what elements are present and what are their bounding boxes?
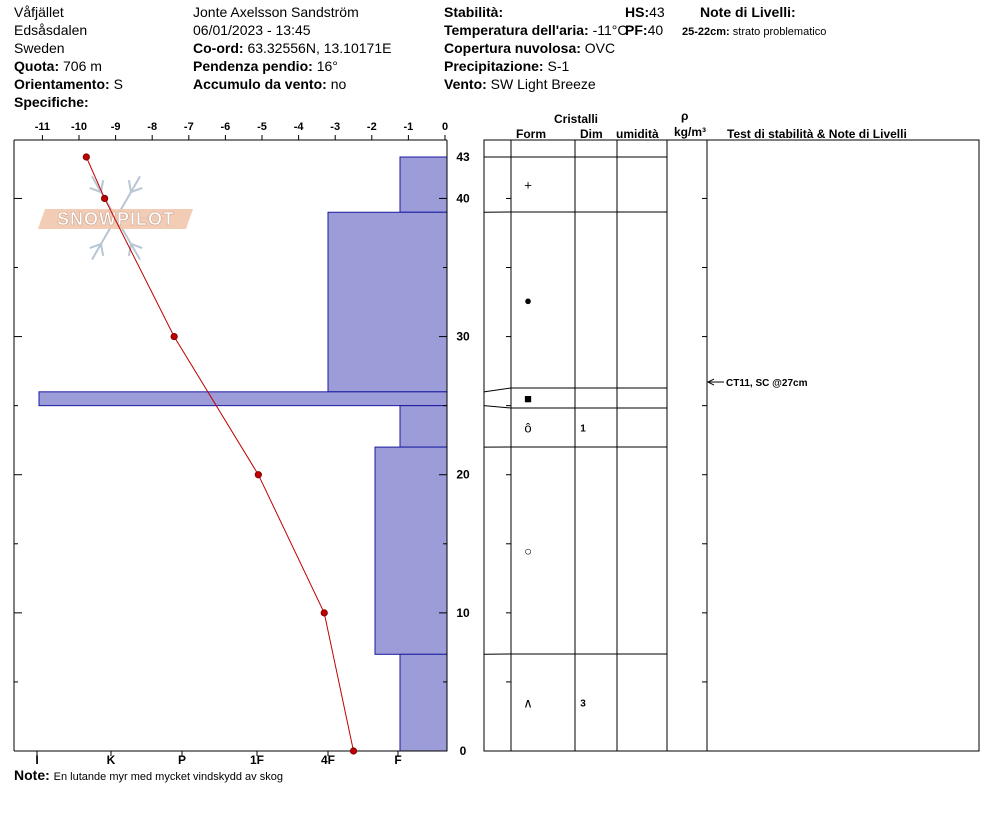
temp-tick-label: -3 <box>330 121 341 133</box>
vento-value: SW Light Breeze <box>490 76 596 92</box>
pf-value: 40 <box>647 22 664 38</box>
col-kgm3: kg/m³ <box>674 125 707 139</box>
col-umidita: umidità <box>616 127 659 141</box>
hardness-bar <box>375 447 447 654</box>
col-cristalli: Cristalli <box>554 112 599 126</box>
quota-label: Quota: <box>14 58 60 74</box>
temp-tick-label: -1 <box>403 121 414 133</box>
temp-tick-label: -7 <box>183 121 194 133</box>
temp-tick-label: -11 <box>34 121 51 133</box>
crystal-form: ● <box>524 293 532 308</box>
temp-tick-label: -2 <box>366 121 377 133</box>
note-livelli-depth: 25-22cm: <box>682 26 730 38</box>
temp-tick-label: -4 <box>293 121 304 133</box>
temp-tick-label: -5 <box>257 121 267 133</box>
hardness-tick-label: 4F <box>320 753 336 767</box>
layer-table-frame <box>484 140 979 751</box>
temperature-point <box>171 333 177 339</box>
temperature-line <box>86 157 353 751</box>
col-form: Form <box>516 127 546 141</box>
height-tick-label: 20 <box>456 467 470 482</box>
pendenza-value: 16° <box>316 58 338 74</box>
stabilita-label: Stabilità: <box>444 4 504 20</box>
stability-test-label: CT11, SC @27cm <box>726 378 808 390</box>
location: Våfjället <box>14 4 64 20</box>
note-text: En lutande myr med mycket vindskydd av skog <box>53 771 283 783</box>
col-dim: Dim <box>580 127 603 141</box>
hardness-tick-label: I <box>35 753 39 767</box>
observer: Jonte Axelsson Sandström <box>193 4 359 20</box>
hardness-tick-label: K <box>106 753 116 767</box>
temp-value: -11°C <box>592 22 628 38</box>
copertura-label: Copertura nuvolosa: <box>444 40 581 56</box>
note <box>14 767 283 785</box>
pendenza-label: Pendenza pendio: <box>193 58 313 74</box>
country: Sweden <box>14 40 65 56</box>
vento-label: Vento: <box>444 76 487 92</box>
col-test: Test di stabilità & Note di Livelli <box>727 127 907 141</box>
temp-label: Temperatura dell'aria: <box>444 22 589 38</box>
copertura-value: OVC <box>584 40 616 56</box>
pf-label: PF: <box>625 22 648 38</box>
hardness-bar <box>39 392 447 406</box>
hardness-tick-label: P <box>177 753 187 767</box>
specifiche-label: Specifiche: <box>14 94 89 110</box>
note-livelli-label: Note di Livelli: <box>700 4 796 20</box>
hardness-bar <box>400 654 447 751</box>
crystal-size: 1 <box>580 423 586 435</box>
temperature-point <box>101 195 107 201</box>
temp-tick-label: -10 <box>71 121 87 133</box>
temp-tick-label: -6 <box>220 121 231 133</box>
crystal-form: ∧ <box>523 695 533 711</box>
height-tick-label: 30 <box>456 329 470 344</box>
region: Edsåsdalen <box>14 22 88 38</box>
height-tick-label: 0 <box>459 744 467 758</box>
hardness-tick-label: 1F <box>249 753 265 767</box>
crystal-form: ô <box>524 420 532 436</box>
hardness-bar <box>400 157 447 212</box>
hs-value: 43 <box>649 4 665 20</box>
logo-text: SNOWPILOT <box>57 209 175 229</box>
temp-tick-label: -9 <box>110 121 121 133</box>
height-tick-label: 43 <box>456 150 470 164</box>
datetime: 06/01/2023 - 13:45 <box>193 22 311 38</box>
temperature-point <box>83 154 89 160</box>
precip-value: S-1 <box>547 58 570 74</box>
crystal-size: 3 <box>580 698 586 710</box>
note-livelli-text: strato problematico <box>732 26 827 38</box>
precip-label: Precipitazione: <box>444 58 544 74</box>
hardness-bar <box>328 212 447 392</box>
hardness-bar <box>400 406 447 447</box>
height-tick-label: 10 <box>456 605 470 620</box>
temperature-point <box>255 472 261 478</box>
accumulo-value: no <box>330 76 347 92</box>
accumulo-label: Accumulo da vento: <box>193 76 327 92</box>
snowflake-branch <box>129 180 131 192</box>
temperature-point <box>321 610 327 616</box>
hs-label: HS: <box>625 4 650 20</box>
hardness-tick-label: F <box>394 753 402 767</box>
col-rho: ρ <box>681 109 689 123</box>
orientamento-value: S <box>113 76 123 92</box>
orientamento-label: Orientamento: <box>14 76 110 92</box>
coord-label: Co-ord: <box>193 40 244 56</box>
crystal-form: + <box>524 177 532 193</box>
temperature-point <box>350 748 356 754</box>
temp-tick-label: 0 <box>441 121 449 133</box>
note-label: Note: <box>14 767 50 783</box>
crystal-form: ○ <box>524 543 532 559</box>
temp-tick-label: -8 <box>147 121 158 133</box>
coord-value: 63.32556N, 13.10171E <box>247 40 392 56</box>
height-tick-label: 40 <box>456 191 470 206</box>
quota-value: 706 m <box>63 58 102 74</box>
crystal-form: ■ <box>524 391 532 406</box>
snowflake-branch <box>101 244 103 256</box>
